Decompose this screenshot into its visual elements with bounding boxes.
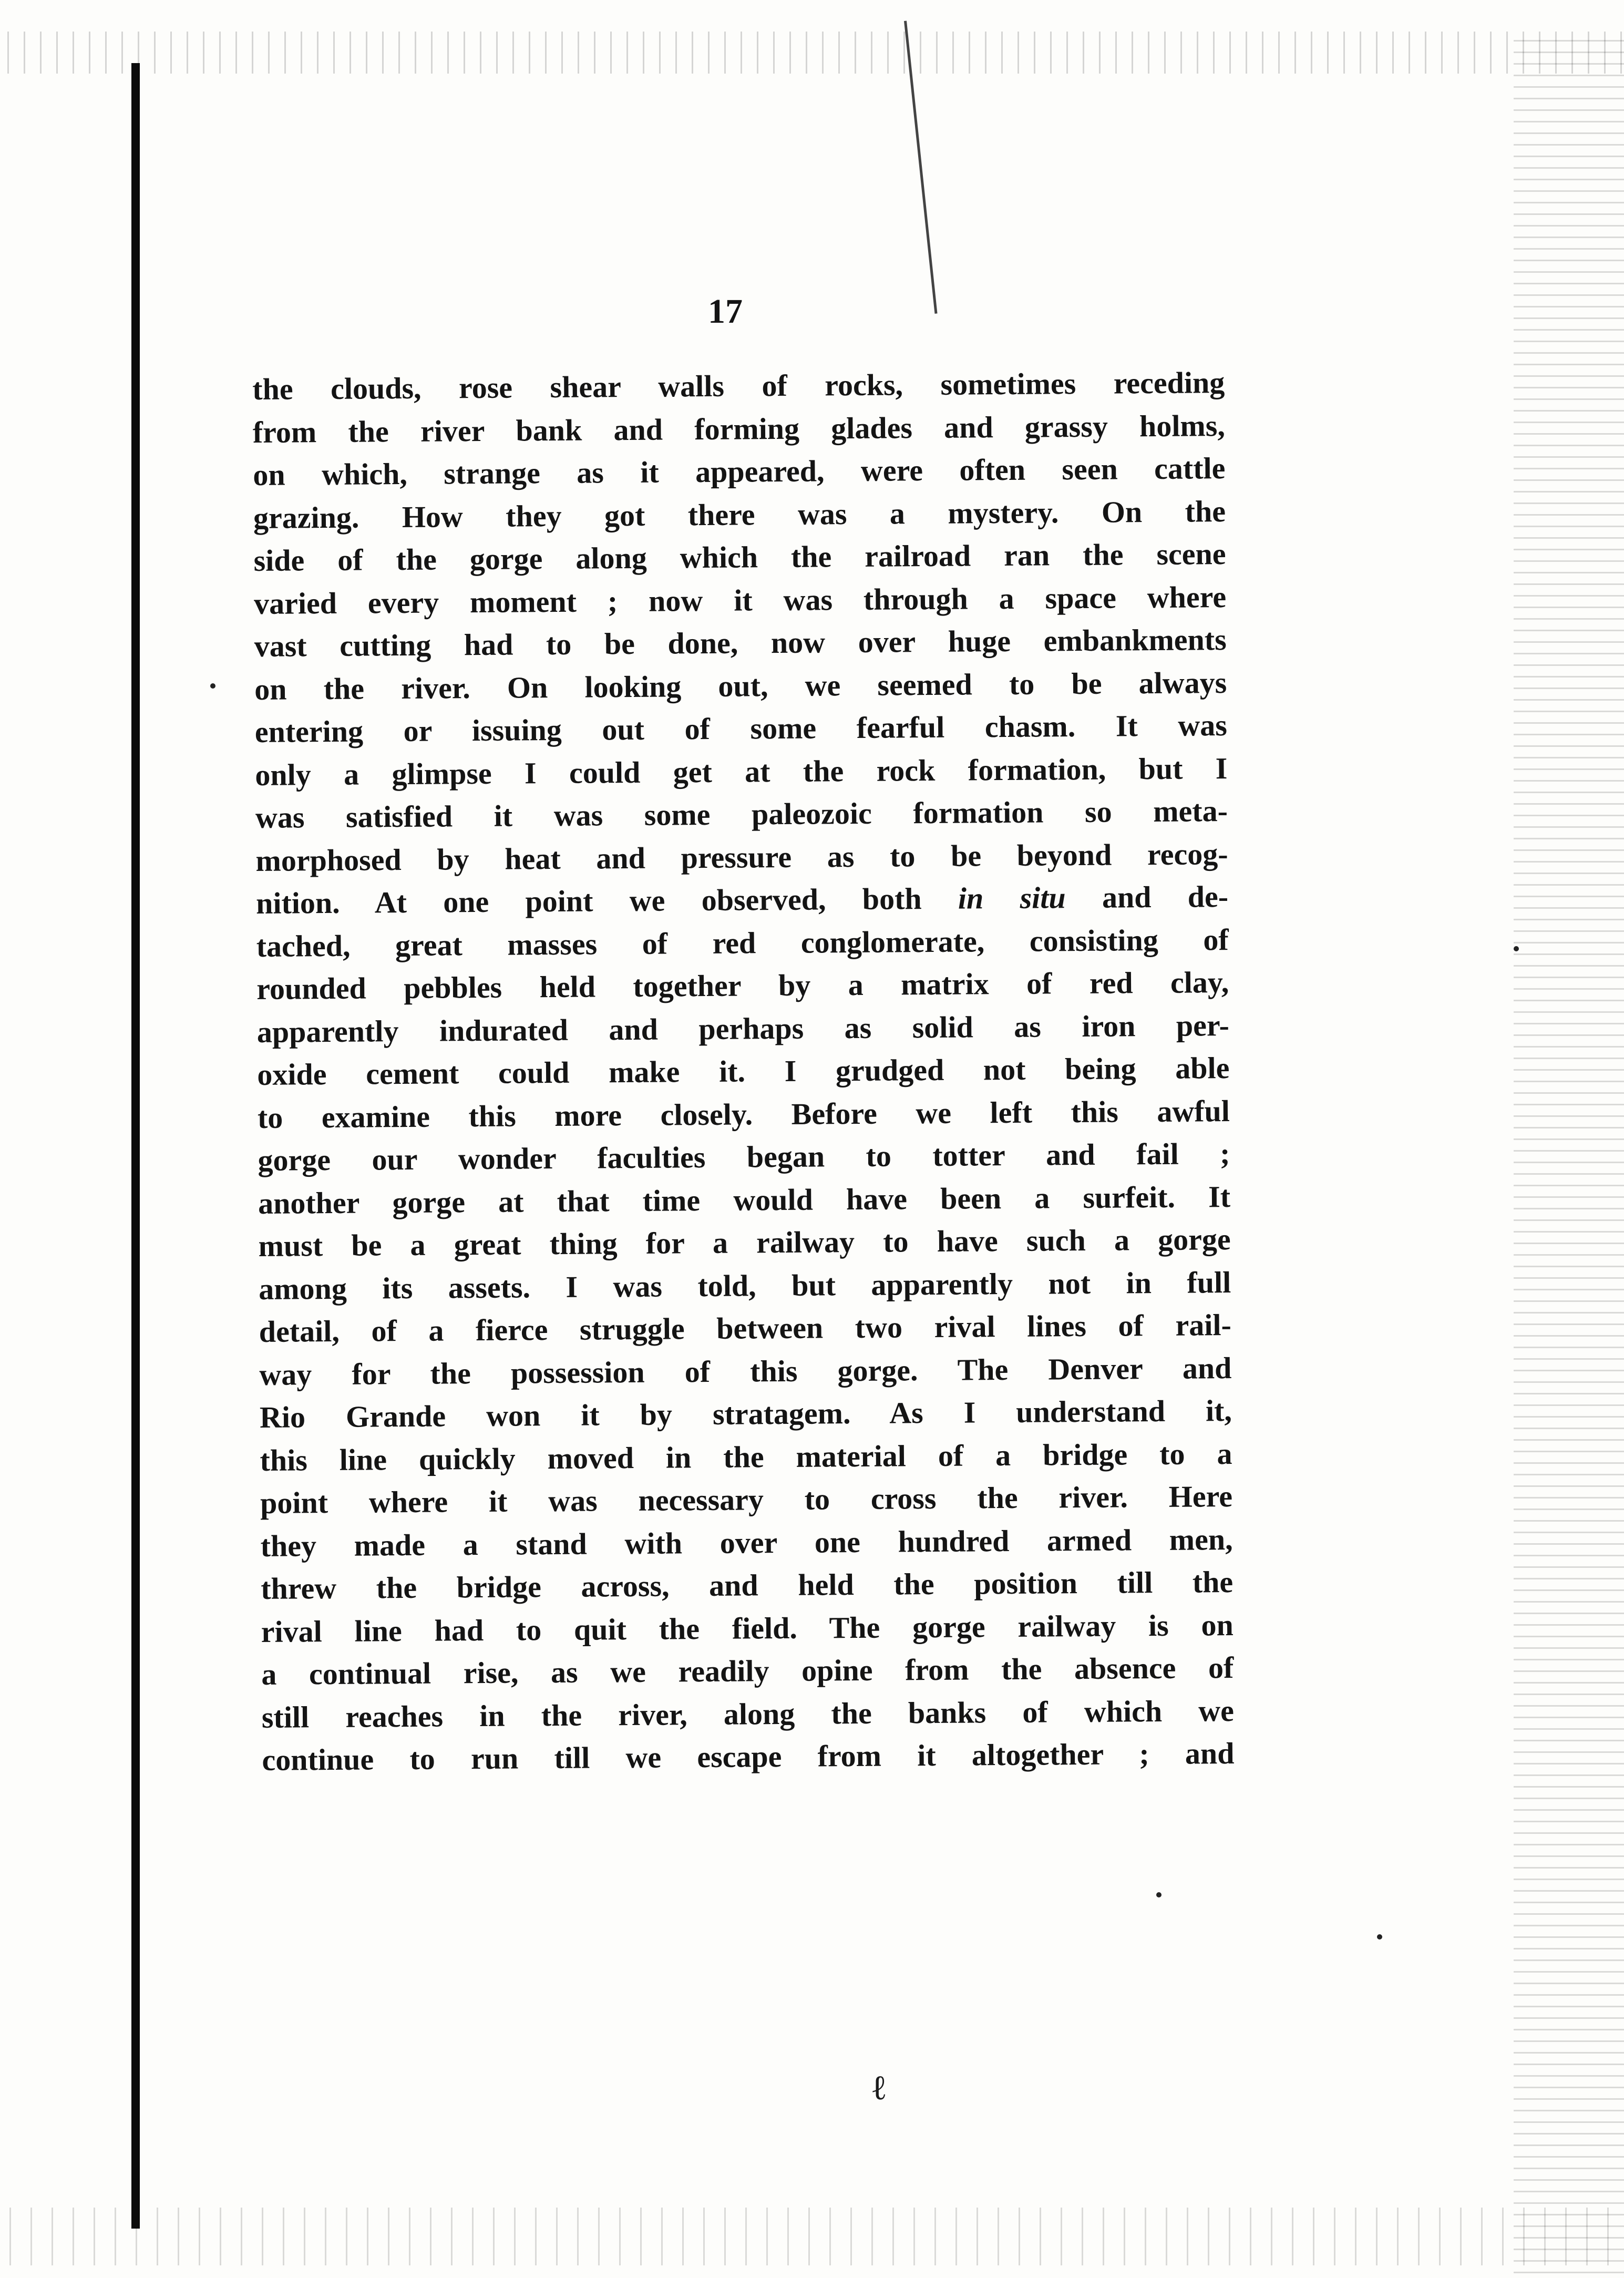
text-line: point where it was necessary to cross the river. Here bbox=[260, 1479, 1233, 1520]
text-line: oxide cement could make it. I grudged not being able bbox=[257, 1051, 1230, 1092]
text-line: only a glimpse I could get at the rock formation, but I bbox=[255, 751, 1228, 792]
text-line: on which, strange as it appeared, were often seen cattle bbox=[253, 451, 1226, 492]
scan-noise-bottom bbox=[0, 2208, 1624, 2265]
speck bbox=[1514, 946, 1519, 951]
text-line: rounded pebbles held together by a matrix of red clay, bbox=[256, 965, 1229, 1006]
italic-phrase: in situ bbox=[958, 880, 1066, 916]
text-line: this line quickly moved in the material of a bridge to a bbox=[260, 1436, 1232, 1477]
text-line: the clouds, rose shear walls of rocks, sometimes receding bbox=[252, 365, 1225, 406]
text-line: way for the possession of this gorge. The Denver and bbox=[259, 1350, 1232, 1392]
text-line: must be a great thing for a railway to have such a gorge bbox=[258, 1222, 1231, 1263]
binding-edge bbox=[131, 63, 140, 2229]
text-line: threw the bridge across, and held the position till the bbox=[260, 1565, 1234, 1606]
speck bbox=[1156, 1892, 1162, 1897]
text-line: side of the gorge along which the railroad ran the scene bbox=[253, 537, 1226, 578]
text-line: tached, great masses of red conglomerate, consisting of bbox=[256, 922, 1229, 963]
speck bbox=[1377, 1934, 1382, 1940]
speck bbox=[210, 683, 215, 689]
text-line: a continual rise, as we readily opine from the absence of bbox=[261, 1650, 1234, 1691]
text-line: still reaches in the river, along the banks of which we bbox=[261, 1693, 1235, 1735]
text-line: to examine this more closely. Before we left this awful bbox=[257, 1093, 1230, 1135]
text-line: vast cutting had to be done, now over huge embankments bbox=[254, 622, 1227, 663]
text-line: they made a stand with over one hundred armed men, bbox=[260, 1522, 1233, 1563]
text-line: entering or issuing out of some fearful chasm. It was bbox=[254, 708, 1228, 749]
text-line: detail, of a fierce struggle between two rival lines of rail- bbox=[259, 1308, 1231, 1349]
text-line: Rio Grande won it by stratagem. As I understand it, bbox=[259, 1393, 1232, 1434]
text-line: another gorge at that time would have been a surfeit. It bbox=[258, 1179, 1231, 1220]
scan-noise-top bbox=[0, 32, 1624, 74]
text-line: nition. At one point we observed, both in situ and de- bbox=[255, 879, 1229, 920]
text-line: continue to run till we escape from it altogether ; and bbox=[262, 1736, 1235, 1777]
scan-noise-right bbox=[1514, 32, 1624, 2278]
text-line: was satisfied it was some paleozoic formation so meta- bbox=[255, 794, 1228, 835]
text-line: varied every moment ; now it was through a space where bbox=[253, 579, 1227, 621]
page-number: 17 bbox=[708, 292, 743, 331]
body-text bbox=[252, 361, 1235, 1781]
text-line: rival line had to quit the field. The gorge railway is on bbox=[261, 1607, 1234, 1649]
text-line: apparently indurated and perhaps as solid as iron per- bbox=[256, 1008, 1229, 1049]
text-line: on the river. On looking out, we seemed to be always bbox=[254, 665, 1227, 706]
footer-mark: ℓ bbox=[872, 2069, 886, 2107]
text-line: morphosed by heat and pressure as to be beyond recog- bbox=[255, 836, 1228, 878]
text-line: from the river bank and forming glades and grassy holms, bbox=[252, 408, 1226, 449]
text-line: grazing. How they got there was a mystery. On the bbox=[253, 494, 1226, 535]
text-line: among its assets. I was told, but apparently not in full bbox=[259, 1265, 1231, 1306]
text-line: gorge our wonder faculties began to totter and fail ; bbox=[258, 1136, 1230, 1177]
